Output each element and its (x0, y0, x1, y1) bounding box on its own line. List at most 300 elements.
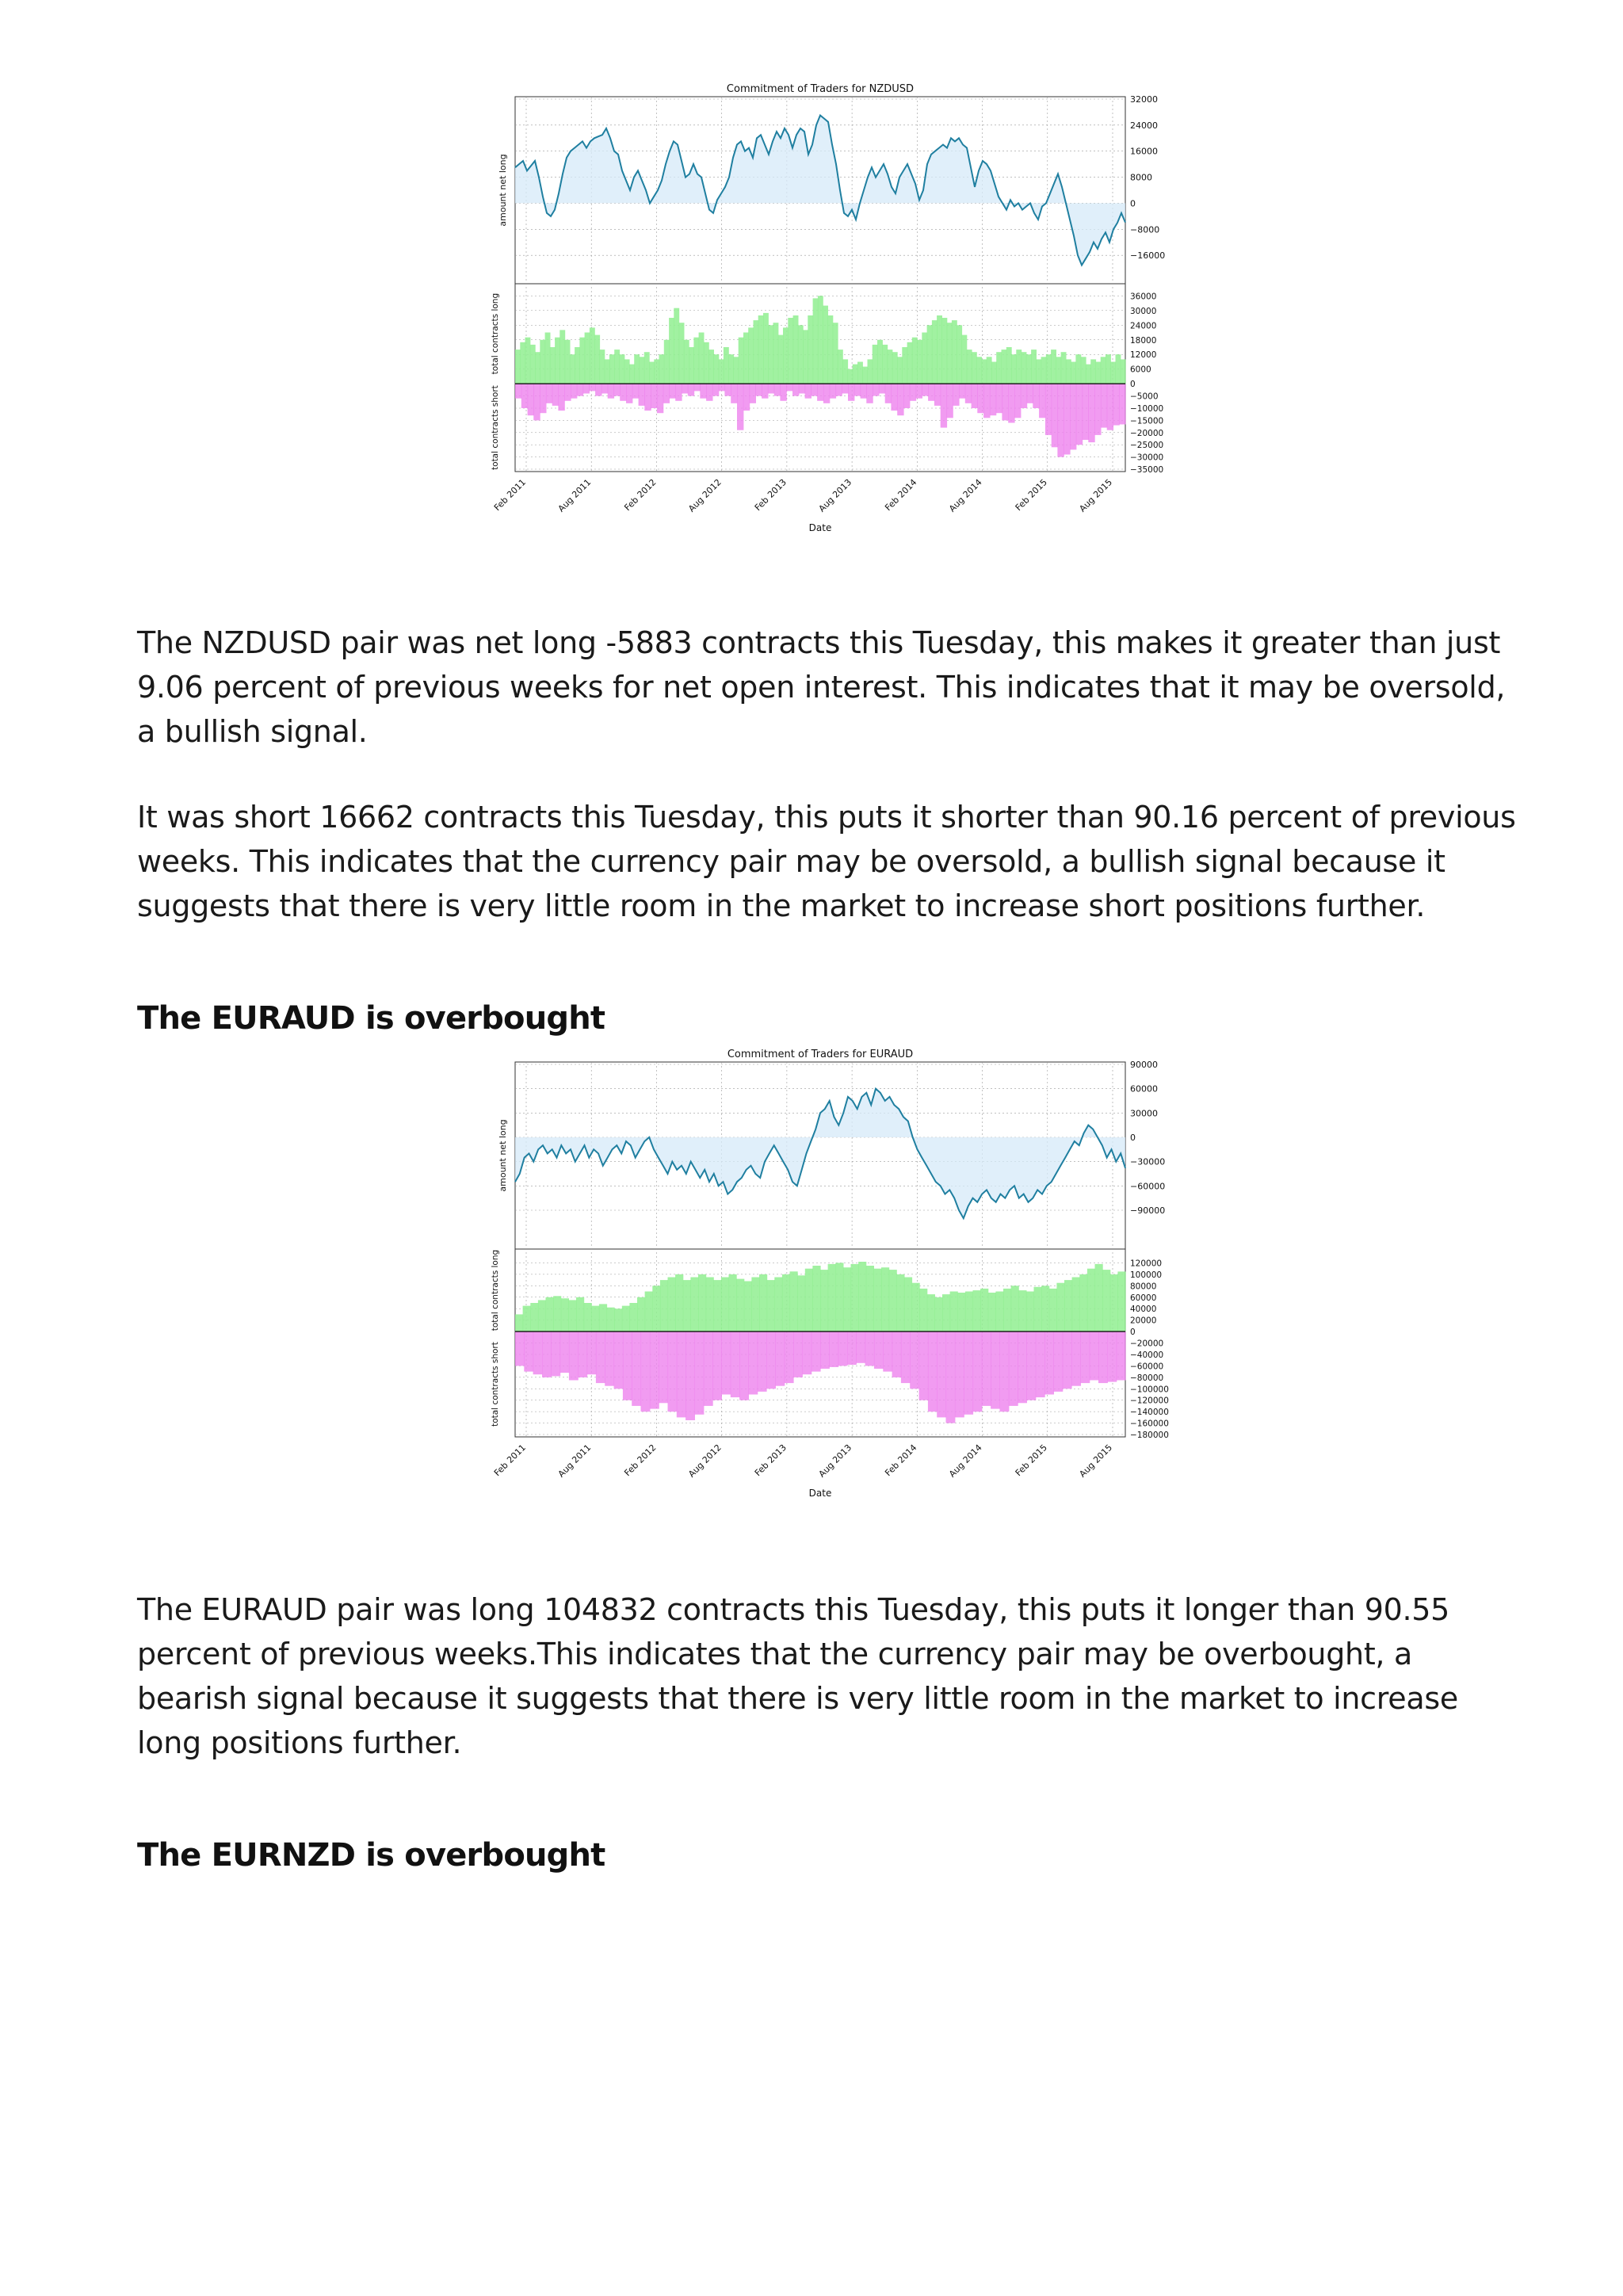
short-contracts-bar (552, 384, 559, 406)
short-contracts-bar (748, 1331, 758, 1394)
short-contracts-bar (1018, 1331, 1027, 1403)
net-long-area (515, 116, 1125, 266)
long-contracts-bar (1031, 350, 1037, 384)
long-contracts-bar (591, 1306, 599, 1332)
long-contracts-bar (733, 357, 739, 384)
long-contracts-bar (719, 359, 724, 384)
x-tick-label: Feb 2015 (1013, 476, 1049, 514)
short-contracts-bar (524, 1331, 533, 1372)
short-contracts-bar (731, 1331, 740, 1397)
net-tick-label: −8000 (1130, 224, 1160, 235)
long-contracts-bar (525, 338, 531, 384)
long-contracts-bar (1072, 1278, 1080, 1332)
nzdusd-short-paragraph: It was short 16662 contracts this Tuesday, this puts it shorter than 90.16 percent of previous weeks. This indicates that the currency pair may be oversold, a bullish signal because it suggests that there is very little room in the market to increase short positions further. (137, 800, 1516, 923)
long-contracts-bar (679, 323, 685, 384)
long-contracts-bar (873, 345, 878, 384)
short-contracts-bar (874, 1331, 884, 1369)
long-contracts-bar (1016, 350, 1022, 384)
short-contracts-bar (1039, 384, 1045, 418)
long-contracts-bar (919, 1289, 927, 1331)
long-contracts-bar (934, 1297, 942, 1331)
net-tick-label: 0 (1130, 1133, 1136, 1143)
net-tick-label: 30000 (1130, 1108, 1158, 1119)
short-contracts-bar (805, 384, 812, 399)
x-tick-label: Aug 2014 (947, 1442, 984, 1480)
long-contracts-bar (640, 357, 645, 384)
long-contracts-bar (546, 1297, 554, 1331)
long-contracts-bar (1101, 357, 1106, 384)
short-contracts-bar (663, 384, 670, 403)
long-contracts-bar (599, 1304, 607, 1331)
short-contracts-bar (533, 1331, 543, 1374)
long-contracts-bar (857, 362, 863, 384)
long-contracts-bar (1066, 359, 1071, 384)
long-contracts-bar (585, 333, 590, 384)
short-contracts-bar (928, 1331, 938, 1412)
long-contracts-bar (1051, 350, 1056, 384)
long-contracts-bar (684, 340, 689, 384)
positions-tick-label: 30000 (1130, 306, 1157, 316)
short-contracts-bar (704, 1331, 713, 1406)
short-contracts-bar (632, 384, 639, 399)
short-contracts-bar (1107, 384, 1113, 430)
short-contracts-bar (903, 384, 910, 408)
short-contracts-bar (542, 1331, 552, 1377)
positions-tick-label: 6000 (1130, 365, 1151, 375)
long-contracts-bar (624, 359, 630, 384)
long-contracts-bar (538, 1300, 546, 1331)
long-contracts-bar (976, 357, 982, 384)
net-tick-label: 0 (1130, 198, 1136, 209)
short-contracts-bar (829, 1331, 838, 1367)
long-y-axis-label: total contracts long (491, 1249, 500, 1331)
long-contracts-bar (982, 359, 987, 384)
short-contracts-bar (916, 384, 922, 399)
long-contracts-bar (535, 352, 540, 384)
long-contracts-bar (862, 367, 868, 384)
long-contracts-bar (744, 1282, 752, 1332)
short-contracts-bar (1057, 384, 1064, 457)
long-contracts-bar (1011, 354, 1017, 384)
short-contracts-bar (540, 384, 546, 413)
long-contracts-bar (793, 315, 799, 384)
short-contracts-bar (1119, 384, 1125, 424)
long-contracts-bar (917, 340, 922, 384)
x-tick-label: Feb 2011 (491, 476, 529, 514)
euraud-long-paragraph: The EURAUD pair was long 104832 contracts this Tuesday, this puts it longer than 90.55 percent of previous weeks.This indicates that the currency pair may be overbought, a bearish signal because it suggests that there is very little room in the market to increase long positions further. (137, 1592, 1458, 1760)
short-contracts-bar (1071, 1331, 1081, 1386)
x-axis-label: Date (808, 1488, 832, 1499)
short-contracts-bar (865, 1331, 875, 1366)
long-contracts-bar (1064, 1280, 1072, 1331)
euraud-cot-chart (472, 1045, 1169, 1504)
long-contracts-bar (545, 333, 551, 384)
long-contracts-bar (881, 1267, 889, 1331)
positions-tick-label: −120000 (1130, 1396, 1169, 1406)
short-contracts-bar (775, 1331, 785, 1386)
chart-title: Commitment of Traders for NZDUSD (726, 83, 915, 95)
short-contracts-bar (564, 384, 571, 401)
short-contracts-bar (959, 384, 965, 399)
long-contracts-bar (614, 1308, 622, 1331)
long-contracts-bar (904, 1278, 912, 1332)
positions-tick-label: −35000 (1130, 465, 1164, 475)
nzdusd-cot-chart (472, 79, 1169, 539)
x-tick-label: Feb 2015 (1013, 1442, 1049, 1479)
long-contracts-bar (758, 315, 764, 384)
net-tick-label: 32000 (1130, 94, 1158, 105)
short-contracts-bar (965, 384, 972, 403)
long-contracts-bar (952, 320, 957, 384)
long-contracts-bar (1061, 352, 1067, 384)
long-contracts-bar (728, 354, 734, 384)
long-contracts-bar (965, 1292, 973, 1332)
long-contracts-bar (570, 354, 575, 384)
net-tick-label: 60000 (1130, 1083, 1158, 1095)
short-contracts-bar (780, 384, 786, 401)
positions-tick-label: −15000 (1130, 416, 1164, 426)
long-contracts-bar (721, 1278, 729, 1332)
short-contracts-bar (991, 1331, 1000, 1409)
long-contracts-bar (675, 1274, 683, 1331)
long-contracts-bar (1075, 354, 1081, 384)
long-y-axis-label: total contracts long (491, 292, 500, 375)
short-contracts-bar (983, 384, 990, 418)
short-contracts-bar (694, 384, 701, 391)
short-contracts-bar (785, 1331, 794, 1383)
long-contracts-bar (649, 362, 655, 384)
long-contracts-bar (835, 1263, 843, 1331)
short-contracts-bar (982, 1331, 991, 1406)
net-tick-label: −90000 (1130, 1205, 1166, 1216)
long-contracts-bar (843, 1267, 851, 1331)
short-contracts-bar (1070, 384, 1076, 449)
nzdusd-net-paragraph: The NZDUSD pair was net long -5883 contracts this Tuesday, this makes it greater than just 9.06 percent of previous weeks for net open interest. This indicates that it may be oversold, a bullish signal. (137, 625, 1506, 749)
positions-tick-label: 36000 (1130, 292, 1157, 302)
short-contracts-bar (712, 384, 719, 395)
short-contracts-bar (892, 1331, 902, 1377)
short-contracts-bar (1045, 384, 1052, 435)
short-contracts-bar (873, 384, 879, 395)
short-contracts-bar (750, 384, 756, 403)
long-contracts-bar (782, 1274, 790, 1331)
short-contracts-bar (879, 384, 885, 393)
net-y-axis-label: amount net long (498, 154, 508, 227)
short-y-axis-label: total contracts short (491, 385, 500, 470)
net-long-area (515, 1089, 1125, 1219)
short-contracts-bar (1036, 1331, 1045, 1397)
long-contracts-bar (805, 1269, 813, 1331)
long-contracts-bar (1071, 362, 1076, 384)
long-contracts-bar (553, 1296, 561, 1331)
net-tick-label: −60000 (1130, 1181, 1166, 1192)
short-contracts-bar (1107, 1331, 1117, 1382)
x-tick-label: Aug 2014 (947, 476, 984, 514)
long-contracts-bar (889, 1270, 897, 1331)
short-contracts-bar (546, 384, 552, 403)
eurnzd-heading: The EURNZD is overbought (137, 1837, 605, 1874)
short-contracts-bar (838, 1331, 848, 1366)
long-contracts-bar (851, 1264, 859, 1331)
long-contracts-bar (957, 325, 962, 384)
short-contracts-bar (719, 384, 725, 391)
long-contracts-bar (561, 1298, 569, 1331)
positions-tick-label: 80000 (1130, 1282, 1157, 1292)
long-contracts-bar (1046, 354, 1052, 384)
short-contracts-bar (1009, 1331, 1018, 1406)
long-contracts-bar (590, 327, 595, 384)
long-contracts-bar (683, 1280, 691, 1331)
long-contracts-bar (967, 350, 972, 384)
short-contracts-bar (677, 1331, 686, 1417)
long-contracts-bar (704, 342, 709, 384)
short-contracts-bar (820, 1331, 830, 1369)
long-contracts-bar (1011, 1286, 1019, 1331)
short-contracts-bar (1044, 1331, 1054, 1394)
long-contracts-bar (644, 352, 650, 384)
long-contracts-bar (1026, 354, 1032, 384)
long-contracts-bar (922, 333, 927, 384)
positions-tick-label: −10000 (1130, 404, 1164, 414)
positions-tick-label: −60000 (1130, 1362, 1164, 1372)
long-contracts-bar (808, 315, 813, 384)
long-contracts-bar (873, 1269, 881, 1331)
long-contracts-bar (652, 1286, 660, 1331)
long-contracts-bar (668, 1278, 676, 1332)
long-contracts-bar (609, 354, 615, 384)
long-contracts-bar (689, 347, 694, 384)
short-contracts-bar (973, 1331, 983, 1412)
short-contracts-bar (605, 1331, 614, 1386)
long-contracts-bar (1110, 1274, 1118, 1331)
long-contracts-bar (584, 1303, 592, 1331)
short-contracts-bar (937, 1331, 946, 1417)
long-contracts-bar (1087, 1269, 1095, 1331)
long-contracts-bar (1110, 362, 1116, 384)
positions-tick-label: 24000 (1130, 321, 1157, 331)
nzdusd-chart-svg (472, 79, 1169, 539)
long-contracts-bar (523, 1306, 531, 1332)
long-contracts-bar (520, 342, 525, 384)
long-contracts-bar (550, 347, 556, 384)
short-contracts-bar (766, 1331, 776, 1389)
short-contracts-bar (755, 384, 762, 395)
short-contracts-bar (941, 384, 947, 427)
long-contracts-bar (912, 1283, 920, 1331)
long-contracts-bar (902, 347, 907, 384)
short-contracts-bar (688, 384, 694, 395)
short-contracts-bar (934, 384, 941, 406)
long-contracts-bar (713, 354, 719, 384)
short-contracts-bar (762, 384, 768, 399)
short-contracts-bar (724, 384, 731, 395)
x-tick-label: Aug 2013 (816, 476, 854, 514)
long-contracts-bar (937, 315, 942, 384)
long-contracts-bar (594, 335, 600, 384)
short-contracts-bar (695, 1331, 705, 1415)
long-contracts-bar (980, 1289, 988, 1331)
short-contracts-bar (922, 384, 928, 395)
long-contracts-bar (868, 359, 873, 384)
positions-tick-label: −40000 (1130, 1350, 1164, 1360)
long-contracts-bar (1095, 1264, 1103, 1331)
long-contracts-bar (847, 369, 853, 384)
long-contracts-bar (729, 1274, 737, 1331)
short-contracts-bar (919, 1331, 929, 1400)
long-contracts-bar (798, 325, 804, 384)
x-tick-label: Aug 2015 (1077, 476, 1115, 514)
x-tick-label: Feb 2013 (752, 1442, 789, 1479)
long-contracts-bar (823, 306, 828, 384)
short-contracts-bar (1033, 384, 1039, 408)
long-contracts-bar (699, 333, 705, 384)
short-contracts-bar (883, 1331, 892, 1372)
short-contracts-bar (657, 384, 663, 413)
long-contracts-bar (790, 1271, 798, 1331)
short-y-axis-label: total contracts short (491, 1342, 500, 1427)
long-contracts-bar (882, 345, 888, 384)
x-tick-label: Feb 2012 (622, 1442, 659, 1479)
long-contracts-bar (877, 340, 883, 384)
short-contracts-bar (774, 384, 781, 395)
long-contracts-bar (599, 350, 605, 384)
short-contracts-bar (596, 1331, 605, 1383)
short-contracts-bar (700, 384, 706, 399)
long-contracts-bar (1018, 1290, 1026, 1331)
short-contracts-bar (897, 384, 903, 415)
short-contracts-bar (1027, 384, 1033, 403)
long-contracts-bar (774, 1278, 782, 1332)
short-contracts-bar (848, 384, 854, 401)
long-contracts-bar (767, 1280, 775, 1331)
long-contracts-bar (637, 1297, 645, 1331)
long-contracts-bar (759, 1274, 767, 1331)
long-contracts-bar (1086, 365, 1091, 384)
positions-tick-label: −140000 (1130, 1408, 1169, 1418)
long-contracts-bar (713, 1280, 721, 1331)
long-contracts-bar (1102, 1270, 1110, 1331)
long-contracts-bar (866, 1266, 874, 1331)
short-contracts-bar (1002, 384, 1008, 420)
short-contracts-bar (799, 384, 805, 393)
short-contracts-bar (1098, 1331, 1108, 1383)
short-contracts-bar (792, 384, 799, 395)
long-contracts-bar (995, 1292, 1003, 1332)
long-contracts-bar (897, 357, 903, 384)
long-contracts-bar (991, 362, 997, 384)
short-contracts-bar (639, 384, 645, 406)
euraud-heading: The EURAUD is overbought (137, 1000, 605, 1037)
positions-tick-label: 40000 (1130, 1305, 1157, 1315)
long-contracts-bar (797, 1275, 805, 1331)
short-contracts-bar (953, 384, 959, 406)
positions-tick-label: −25000 (1130, 441, 1164, 451)
x-tick-label: Aug 2011 (556, 476, 594, 514)
long-contracts-bar (927, 1294, 935, 1331)
short-contracts-bar (589, 384, 595, 391)
long-contracts-bar (654, 359, 659, 384)
short-contracts-bar (946, 1331, 956, 1423)
long-contracts-bar (575, 347, 580, 384)
short-contracts-bar (1094, 384, 1101, 435)
long-contracts-bar (1056, 1283, 1064, 1331)
short-contracts-bar (731, 384, 737, 403)
short-contracts-bar (551, 1331, 560, 1376)
long-contracts-bar (1056, 357, 1061, 384)
long-contracts-bar (973, 1290, 981, 1331)
x-tick-label: Aug 2015 (1077, 1442, 1115, 1480)
short-contracts-bar (620, 384, 626, 401)
long-contracts-bar (565, 340, 571, 384)
short-contracts-bar (669, 384, 675, 399)
long-contracts-bar (888, 350, 893, 384)
short-contracts-bar (577, 384, 583, 395)
short-contracts-bar (1052, 384, 1058, 447)
long-contracts-bar (559, 330, 565, 384)
long-contracts-bar (853, 365, 858, 384)
short-contracts-bar (712, 1331, 722, 1400)
short-contracts-bar (866, 384, 873, 403)
long-contracts-bar (1081, 357, 1086, 384)
short-contracts-bar (569, 1331, 579, 1380)
long-contracts-bar (1022, 352, 1027, 384)
short-contracts-bar (1083, 384, 1089, 440)
short-contracts-bar (847, 1331, 857, 1365)
short-contracts-bar (996, 384, 1002, 413)
short-contracts-bar (739, 1331, 749, 1400)
long-contracts-bar (763, 313, 769, 384)
long-contracts-bar (1026, 1292, 1034, 1332)
long-contracts-bar (1041, 1286, 1049, 1331)
long-contracts-bar (1006, 347, 1012, 384)
short-contracts-bar (533, 384, 540, 420)
long-contracts-bar (996, 352, 1002, 384)
short-contracts-bar (1053, 1331, 1063, 1392)
short-contracts-bar (1076, 384, 1083, 445)
short-contracts-bar (802, 1331, 812, 1374)
long-contracts-bar (629, 365, 635, 384)
long-contracts-bar (515, 350, 521, 384)
short-contracts-bar (830, 384, 836, 399)
long-contracts-bar (1121, 359, 1126, 384)
short-contracts-bar (977, 384, 983, 413)
short-contracts-bar (910, 1331, 919, 1389)
net-tick-label: 16000 (1130, 146, 1158, 157)
long-contracts-bar (674, 308, 679, 384)
short-contracts-bar (682, 384, 688, 393)
short-contracts-bar (650, 1331, 659, 1409)
short-contracts-bar (644, 384, 651, 411)
long-contracts-bar (1049, 1289, 1057, 1331)
x-tick-label: Feb 2012 (622, 476, 659, 514)
short-contracts-bar (1021, 384, 1027, 408)
short-contracts-bar (613, 384, 620, 395)
short-contracts-bar (856, 1331, 865, 1363)
chart-title: Commitment of Traders for EURAUD (727, 1049, 914, 1060)
short-contracts-bar (758, 1331, 767, 1392)
long-contracts-bar (1079, 1274, 1087, 1331)
short-contracts-bar (972, 384, 978, 408)
long-contracts-bar (818, 296, 823, 384)
long-contracts-bar (579, 338, 585, 384)
long-contracts-bar (620, 354, 625, 384)
long-contracts-bar (1003, 1289, 1011, 1331)
short-contracts-bar (675, 384, 682, 401)
positions-tick-label: 120000 (1130, 1259, 1163, 1269)
short-contracts-bar (1088, 384, 1094, 442)
short-contracts-bar (685, 1331, 695, 1420)
x-axis-label: Date (808, 522, 832, 533)
